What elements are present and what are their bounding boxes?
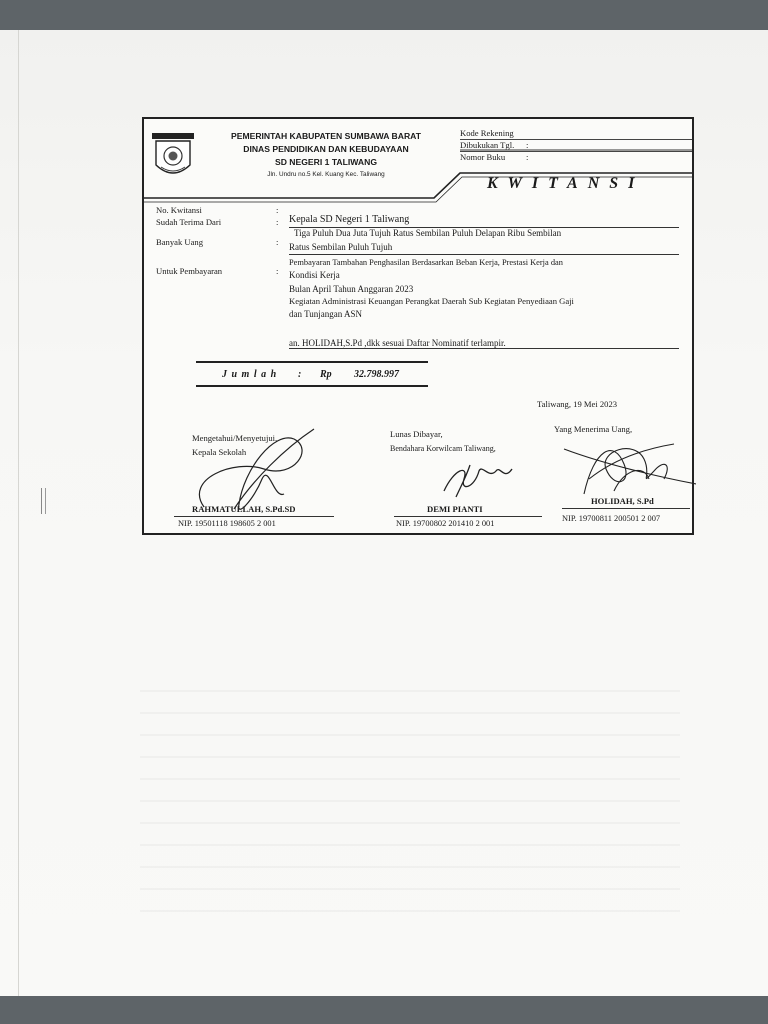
amount-words-line-2: Ratus Sembilan Puluh Tujuh: [289, 242, 393, 252]
org-line-1: PEMERINTAH KABUPATEN SUMBAWA BARAT: [230, 131, 421, 141]
purpose-label: Untuk Pembayaran: [156, 266, 223, 276]
treasurer-nip: NIP. 19700802 201410 2 001: [396, 519, 495, 528]
total-label: J u m l a h: [222, 369, 278, 380]
colon: :: [276, 237, 279, 247]
org-line-2: DINAS PENDIDIKAN DAN KEBUDAYAAN: [243, 144, 409, 154]
total-box: [196, 361, 428, 387]
paper-fold-line: [18, 30, 19, 996]
org-line-3: SD NEGERI 1 TALIWANG: [274, 157, 378, 167]
purpose-line-4: Kegiatan Administrasi Keuangan Perangkat Daerah Sub Kegiatan Penyediaan Gaji: [289, 296, 574, 306]
approver-nip: NIP. 19501118 198605 2 001: [178, 519, 276, 528]
approver-name: RAHMATULLAH, S.Pd.SD: [192, 504, 296, 514]
purpose-line-2: Kondisi Kerja: [289, 270, 340, 280]
colon: :: [276, 217, 279, 227]
amount-words-line-1: Tiga Puluh Dua Juta Tujuh Ratus Sembilan Puluh Delapan Ribu Sembilan: [294, 228, 562, 238]
receipt-fields: [144, 119, 696, 537]
colon: :: [276, 205, 279, 215]
org-address: Jln. Undru no.5 Kel. Kuang Kec. Taliwang: [267, 171, 385, 178]
treasurer-title-1: Lunas Dibayar,: [390, 429, 443, 439]
meta-sep: :: [526, 140, 529, 150]
approver-title-2: Kepala Sekolah: [192, 447, 247, 457]
purpose-line-5: dan Tunjangan ASN: [289, 309, 363, 319]
place-date: Taliwang, 19 Mei 2023: [537, 399, 618, 409]
field-underline: [289, 254, 679, 255]
bleed-through-shadow: [140, 690, 680, 920]
receipt-form: [142, 117, 694, 535]
meta-label: Nomor Buku: [460, 152, 506, 162]
recipient-title: Yang Menerima Uang,: [554, 424, 633, 434]
total-amount: 32.798.997: [354, 369, 399, 380]
binder-mark: [41, 488, 46, 514]
purpose-line-1: Pembayaran Tambahan Penghasilan Berdasarkan Beban Kerja, Prestasi Kerja dan: [289, 258, 563, 267]
meta-label: Dibukukan Tgl.: [460, 140, 515, 150]
recipient-nip: NIP. 19700811 200501 2 007: [562, 514, 661, 523]
receipt-number-label: No. Kwitansi: [156, 205, 202, 215]
purpose-line-6: an. HOLIDAH,S.Pd ,dkk sesuai Daftar Nominatif terlampir.: [289, 338, 506, 348]
received-from-value: Kepala SD Negeri 1 Taliwang: [289, 214, 410, 225]
signature-line: [394, 516, 542, 517]
total-currency: Rp: [320, 369, 332, 380]
total-colon: :: [298, 369, 302, 380]
approver-title-1: Mengetahui/Menyetujui,: [192, 433, 278, 443]
field-underline: [289, 348, 679, 349]
meta-sep: :: [526, 152, 529, 162]
colon: :: [276, 266, 279, 276]
signature-line: [174, 516, 334, 517]
document-title: KWITANSI: [487, 175, 645, 192]
recipient-name: HOLIDAH, S.Pd: [591, 496, 654, 506]
treasurer-title-2: Bendahara Korwilcam Taliwang,: [390, 444, 496, 453]
signature-line: [562, 508, 690, 509]
received-from-label: Sudah Terima Dari: [156, 217, 222, 227]
purpose-line-3: Bulan April Tahun Anggaran 2023: [289, 284, 414, 294]
treasurer-name: DEMI PIANTI: [427, 504, 483, 514]
meta-label: Kode Rekening: [460, 128, 514, 138]
amount-label: Banyak Uang: [156, 237, 204, 247]
